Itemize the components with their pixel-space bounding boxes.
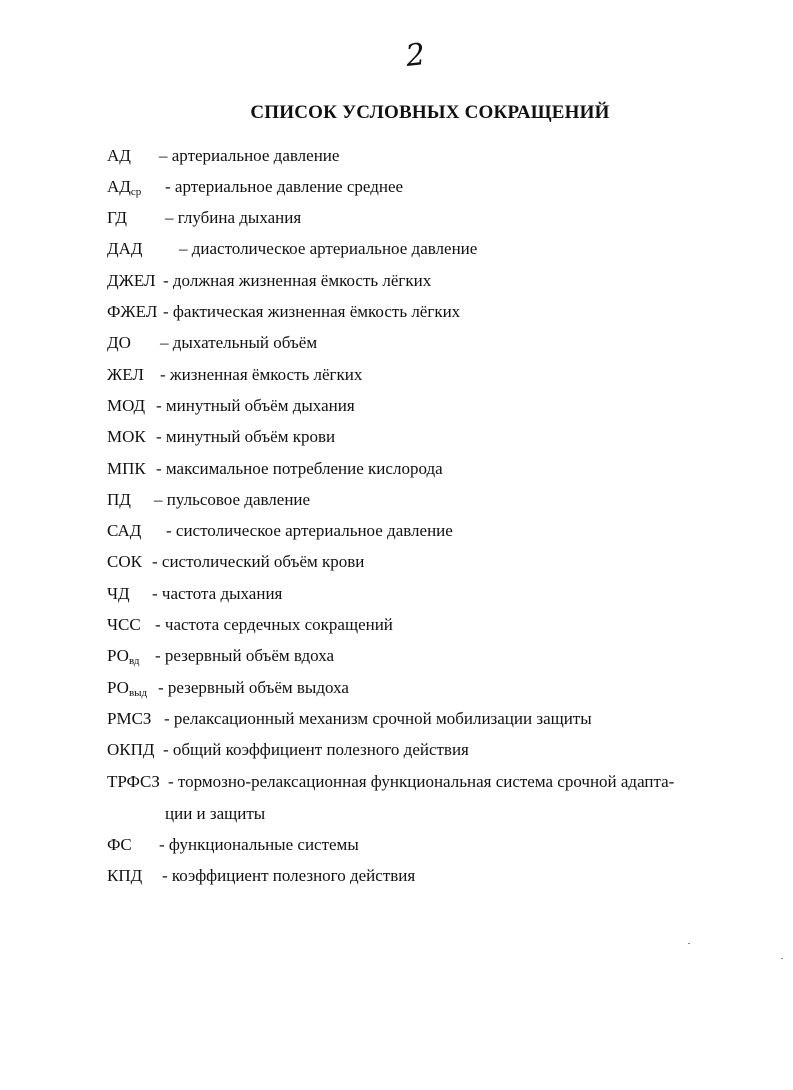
abbr-term: ФЖЕЛ xyxy=(107,302,158,321)
abbr-term: ДЖЕЛ xyxy=(107,271,156,290)
abbr-term: МПК xyxy=(107,459,146,478)
abbr-term: САД xyxy=(107,521,142,540)
abbr-subscript: ср xyxy=(130,186,142,198)
abbr-definition: - частота дыхания xyxy=(152,584,283,603)
abbr-term: ДАД xyxy=(107,239,143,258)
abbr-row xyxy=(107,550,364,574)
abbr-term: ОКПД xyxy=(107,740,155,759)
abbr-row xyxy=(107,613,393,637)
handwritten-page-number: 2 xyxy=(404,37,427,74)
abbr-definition: – пульсовое давление xyxy=(154,490,311,509)
abbr-definition: - артериальное давление среднее xyxy=(165,177,404,196)
abbr-row xyxy=(107,144,339,168)
abbr-term: МОД xyxy=(107,396,146,415)
abbr-row xyxy=(107,363,362,387)
abbr-term: СОК xyxy=(107,552,142,571)
abbr-definition: - резервный объём выдоха xyxy=(158,678,349,697)
abbr-term: МОК xyxy=(107,427,146,446)
abbr-definition-continuation: ции и защиты xyxy=(165,804,266,823)
abbr-definition: - должная жизненная ёмкость лёгких xyxy=(163,271,432,290)
abbr-row xyxy=(107,300,460,324)
abbr-definition: - минутный объём крови xyxy=(156,427,336,446)
abbr-definition: - релаксационный механизм срочной мобилизации защиты xyxy=(164,709,592,728)
abbr-definition: – глубина дыхания xyxy=(165,208,302,227)
abbr-definition: - фактическая жизненная ёмкость лёгких xyxy=(163,302,461,321)
abbr-definition: - резервный объём вдоха xyxy=(155,646,335,665)
abbr-row xyxy=(107,676,349,705)
abbr-row xyxy=(107,269,431,293)
scan-speck xyxy=(688,943,690,944)
abbr-term: $РО_{выд}$ xyxy=(107,678,148,699)
abbr-definition: - функциональные системы xyxy=(159,835,359,854)
abbr-definition: - жизненная ёмкость лёгких xyxy=(160,365,363,384)
abbr-definition: - максимальное потребление кислорода xyxy=(156,459,443,478)
abbr-term: ЧСС xyxy=(107,615,141,634)
abbr-subscript: выд xyxy=(128,687,148,699)
abbr-term: ЧД xyxy=(107,584,130,603)
abbr-term: $РО_{вд}$ xyxy=(107,646,140,667)
abbr-row xyxy=(107,175,403,204)
abbr-row xyxy=(107,206,301,230)
abbr-definition: - общий коэффициент полезного действия xyxy=(163,740,469,759)
abbr-term: КПД xyxy=(107,866,143,885)
scan-speck xyxy=(781,958,783,959)
abbr-term: АД xyxy=(107,146,131,165)
abbr-subscript: вд xyxy=(128,655,140,667)
abbr-row xyxy=(107,457,443,481)
abbr-row xyxy=(107,331,317,355)
abbr-row xyxy=(107,394,355,418)
abbr-term: ФС xyxy=(107,835,132,854)
abbr-definition: – дыхательный объём xyxy=(160,333,318,352)
abbr-definition: - систолическое артериальное давление xyxy=(166,521,453,540)
abbr-definition: – диастолическое артериальное давление xyxy=(179,239,478,258)
abbr-row xyxy=(107,864,415,888)
abbr-row xyxy=(107,644,334,673)
abbr-row xyxy=(107,770,674,794)
abbr-term: $АД_{ср}$ xyxy=(107,177,142,198)
abbr-term: ДО xyxy=(107,333,131,352)
abbr-term: ГД xyxy=(107,208,127,227)
abbr-row xyxy=(107,833,359,857)
abbr-row xyxy=(107,237,477,261)
abbr-term: ТРФСЗ xyxy=(107,772,160,791)
abbr-row xyxy=(107,707,592,731)
abbr-row xyxy=(107,519,453,543)
abbr-definition: – артериальное давление xyxy=(159,146,340,165)
abbr-term: РМСЗ xyxy=(107,709,152,728)
abbr-definition: - частота сердечных сокращений xyxy=(155,615,393,634)
abbr-row xyxy=(107,582,282,606)
abbr-definition: - минутный объём дыхания xyxy=(156,396,355,415)
abbr-row xyxy=(107,425,335,449)
abbr-definition: - тормозно-релаксационная функциональная система срочной адапта- xyxy=(168,772,675,791)
abbr-row xyxy=(107,738,469,762)
abbr-definition: - коэффициент полезного действия xyxy=(162,866,416,885)
abbr-term: ПД xyxy=(107,490,131,509)
page-title: СПИСОК УСЛОВНЫХ СОКРАЩЕНИЙ xyxy=(250,102,610,123)
abbr-row xyxy=(107,488,310,512)
abbr-term: ЖЕЛ xyxy=(107,365,144,384)
abbr-definition: - систолический объём крови xyxy=(152,552,365,571)
